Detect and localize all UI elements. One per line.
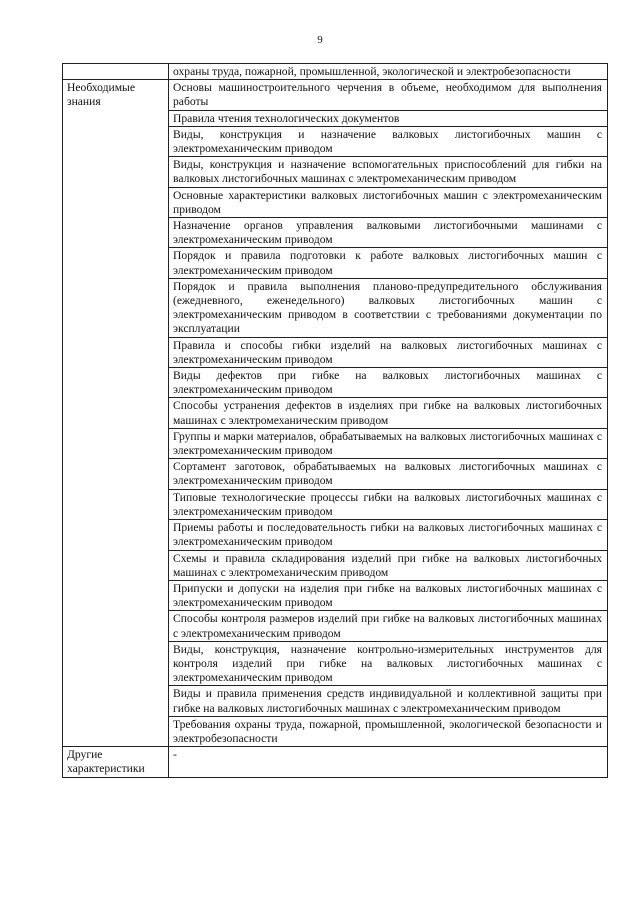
row-item-cell: [169, 248, 608, 278]
row-item-text: Группы и марки материалов, обрабатываемых на валковых листогибочных машинах с электромеханическим приводом: [173, 429, 602, 458]
requirements-table: [62, 63, 608, 778]
row-item-text: Припуски и допуски на изделия при гибке на валковых листогибочных машинах с электромеханическим приводом: [173, 581, 602, 610]
row-item-text: Основы машиностроительного черчения в объеме, необходимом для выполнения работы: [173, 81, 602, 109]
row-item-cell: [169, 550, 608, 580]
row-item-text: Требования охраны труда, пожарной, промышленной, экологической безопасности и электробезопасности: [173, 717, 602, 745]
row-label: Необходимые знания: [67, 81, 135, 109]
row-item-text: Виды, конструкция и назначение вспомогательных приспособлений для гибки на валковых листогибочных машинах с электромеханическим приводом: [173, 158, 602, 186]
row-item-text: Порядок и правила выполнения планово-предупредительного обслуживания (ежедневного, еженедельного) валковых листогибочных машин с электромеханическим приводом в соответствии с требованиями документации по эксплуатации: [173, 279, 602, 336]
row-item-text: Схемы и правила складирования изделий при гибке на валковых листогибочных машинах с электромеханическим приводом: [173, 551, 602, 579]
row-item-cell: [169, 187, 608, 217]
row-item-text: Виды, конструкция, назначение контрольно-измерительных инструментов для контроля изделий при гибке на валковых листогибочных машинах с электромеханическим приводом: [173, 642, 602, 685]
row-label: Другие характеристики: [67, 748, 145, 776]
row-item-cell: [169, 110, 608, 126]
row-item-cell: [169, 337, 608, 367]
row-item-text: Приемы работы и последовательность гибки на валковых листогибочных машинах с электромеханическим приводом: [173, 521, 602, 549]
row-item-cell: [169, 747, 608, 777]
row-item-text: Основные характеристики валковых листогибочных машин с электромеханическим приводом: [173, 188, 602, 216]
page-number: 9: [317, 34, 323, 46]
table-row: [63, 747, 608, 777]
row-item-text: Правила чтения технологических документов: [173, 111, 400, 125]
row-item-cell: [169, 368, 608, 398]
row-item-cell: [169, 716, 608, 746]
row-item-text: Виды, конструкция и назначение валковых листогибочных машин с электромеханическим приводом: [173, 127, 602, 156]
row-item-cell: [169, 686, 608, 716]
row-item-cell: [169, 126, 608, 156]
row-item-cell: [169, 80, 608, 110]
row-item-cell: [169, 218, 608, 248]
row-item-cell: [169, 278, 608, 337]
row-item-cell: [169, 428, 608, 458]
row-item-text: Виды и правила применения средств индивидуальной и коллективной защиты при гибке на валковых листогибочных машинах с электромеханическим приводом: [173, 687, 602, 715]
row-item-text: Способы устранения дефектов в изделиях при гибке на валковых листогибочных машинах с электромеханическим приводом: [173, 399, 602, 427]
requirements-table-body: [63, 64, 608, 778]
row-label-cell: [63, 747, 169, 777]
row-label-cell: [63, 64, 169, 80]
row-item-cell: [169, 611, 608, 641]
row-item-cell: [169, 459, 608, 489]
row-item-text: Способы контроля размеров изделий при гибке на валковых листогибочных машинах с электромеханическим приводом: [173, 612, 602, 640]
row-item-text: Сортамент заготовок, обрабатываемых на валковых листогибочных машинах с электромеханическим приводом: [173, 460, 602, 488]
row-item-cell: [169, 580, 608, 610]
row-item-text: -: [173, 748, 177, 762]
row-label-cell: [63, 80, 169, 747]
row-item-text: Назначение органов управления валковыми листогибочными машинами с электромеханическим приводом: [173, 219, 602, 247]
row-item-cell: [169, 641, 608, 686]
row-item-text: охраны труда, пожарной, промышленной, экологической и электробезопасности: [173, 65, 571, 78]
row-item-cell: [169, 489, 608, 519]
row-item-cell: [169, 398, 608, 428]
row-item-cell: [169, 520, 608, 550]
row-item-text: Типовые технологические процессы гибки на валковых листогибочных машинах с электромеханическим приводом: [173, 490, 602, 518]
row-item-text: Правила и способы гибки изделий на валковых листогибочных машинах с электромеханическим приводом: [173, 338, 602, 366]
row-item-cell: [169, 64, 608, 80]
row-item-text: Виды дефектов при гибке на валковых листогибочных машинах с электромеханическим приводом: [173, 369, 602, 397]
table-row: [63, 80, 608, 110]
row-item-cell: [169, 157, 608, 187]
row-item-text: Порядок и правила подготовки к работе валковых листогибочных машин с электромеханическим приводом: [173, 249, 602, 277]
table-row: [63, 64, 608, 80]
